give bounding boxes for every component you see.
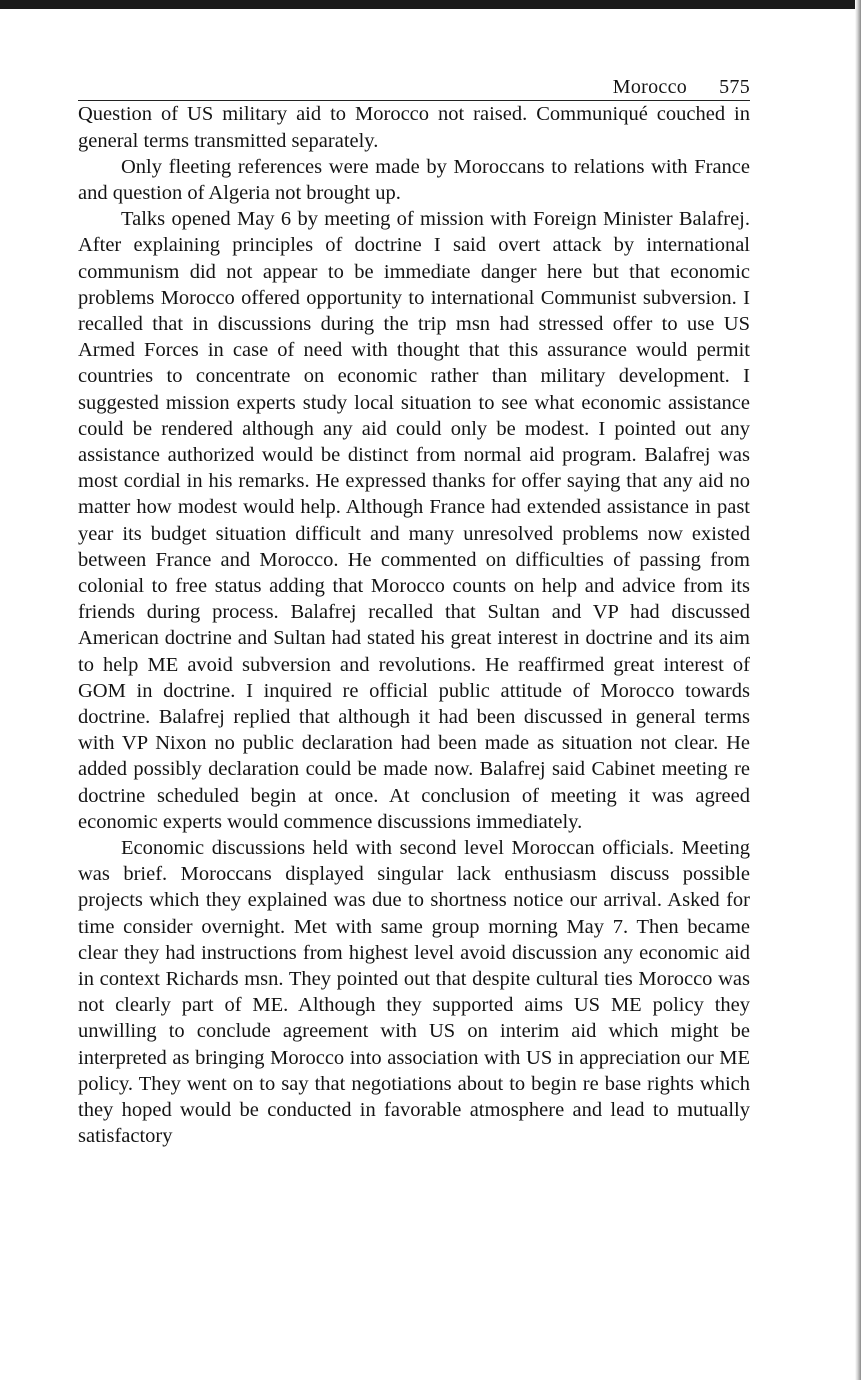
body-text (78, 101, 750, 1149)
running-header (78, 74, 750, 100)
document-page (78, 74, 750, 1149)
header-section-title: Morocco (612, 76, 688, 98)
paragraph-2: Only fleeting references were made by Moroccans to relations with France and question of Algeria not brought up. (78, 155, 750, 204)
page-number: 575 (719, 76, 750, 98)
scan-top-border (0, 0, 861, 9)
paragraph-1: Question of US military aid to Morocco not raised. Communiqué couched in general terms transmitted separately. (78, 103, 750, 152)
paragraph-4: Economic discussions held with second level Moroccan officials. Meeting was brief. Moroccans displayed singular lack enthusiasm discuss possible projects which they explained was due to shortness notice our arrival. Asked for time consider overnight. Met with same group morning May 7. Then became clear they had instructions from highest level avoid discussion any economic aid in context Richards msn. They pointed out that despite cultural ties Morocco was not clearly part of ME. Although they supported aims US ME policy they unwilling to conclude agreement with US on interim aid which might be interpreted as bringing Morocco into association with US in appreciation our ME policy. They went on to say that negotiations about to begin re base rights which they hoped would be conducted in favorable atmosphere and lead to mutually satisfactory (78, 836, 750, 1148)
scan-right-edge (855, 0, 861, 1380)
paragraph-3: Talks opened May 6 by meeting of mission with Foreign Minister Balafrej. After explaining principles of doctrine I said overt attack by international communism did not appear to be immediate danger here but that economic problems Morocco offered opportunity to international Communist subversion. I recalled that in discussions during the trip msn had stressed offer to use US Armed Forces in case of need with thought that this assurance would permit countries to concentrate on economic rather than military development. I suggested mission experts study local situation to see what economic assistance could be rendered although any aid could only be modest. I pointed out any assistance authorized would be distinct from normal aid program. Balafrej was most cordial in his remarks. He expressed thanks for offer saying that any aid no matter how modest would help. Although France had extended assistance in past year its budget situation difficult and many unresolved problems now existed between France and Morocco. He commented on difficulties of passing from colonial to free status adding that Morocco counts on help and advice from its friends during process. Balafrej recalled that Sultan and VP had discussed American doctrine and Sultan had stated his great interest in doctrine and its aim to help ME avoid subversion and revolutions. He reaffirmed great interest of GOM in doctrine. I inquired re official public attitude of Morocco towards doctrine. Balafrej replied that although it had been discussed in general terms with VP Nixon no public declaration had been made as situation not clear. He added possibly declaration could be made now. Balafrej said Cabinet meeting re doctrine scheduled begin at once. At conclusion of meeting it was agreed economic experts would commence discussions immediately. (78, 208, 750, 833)
